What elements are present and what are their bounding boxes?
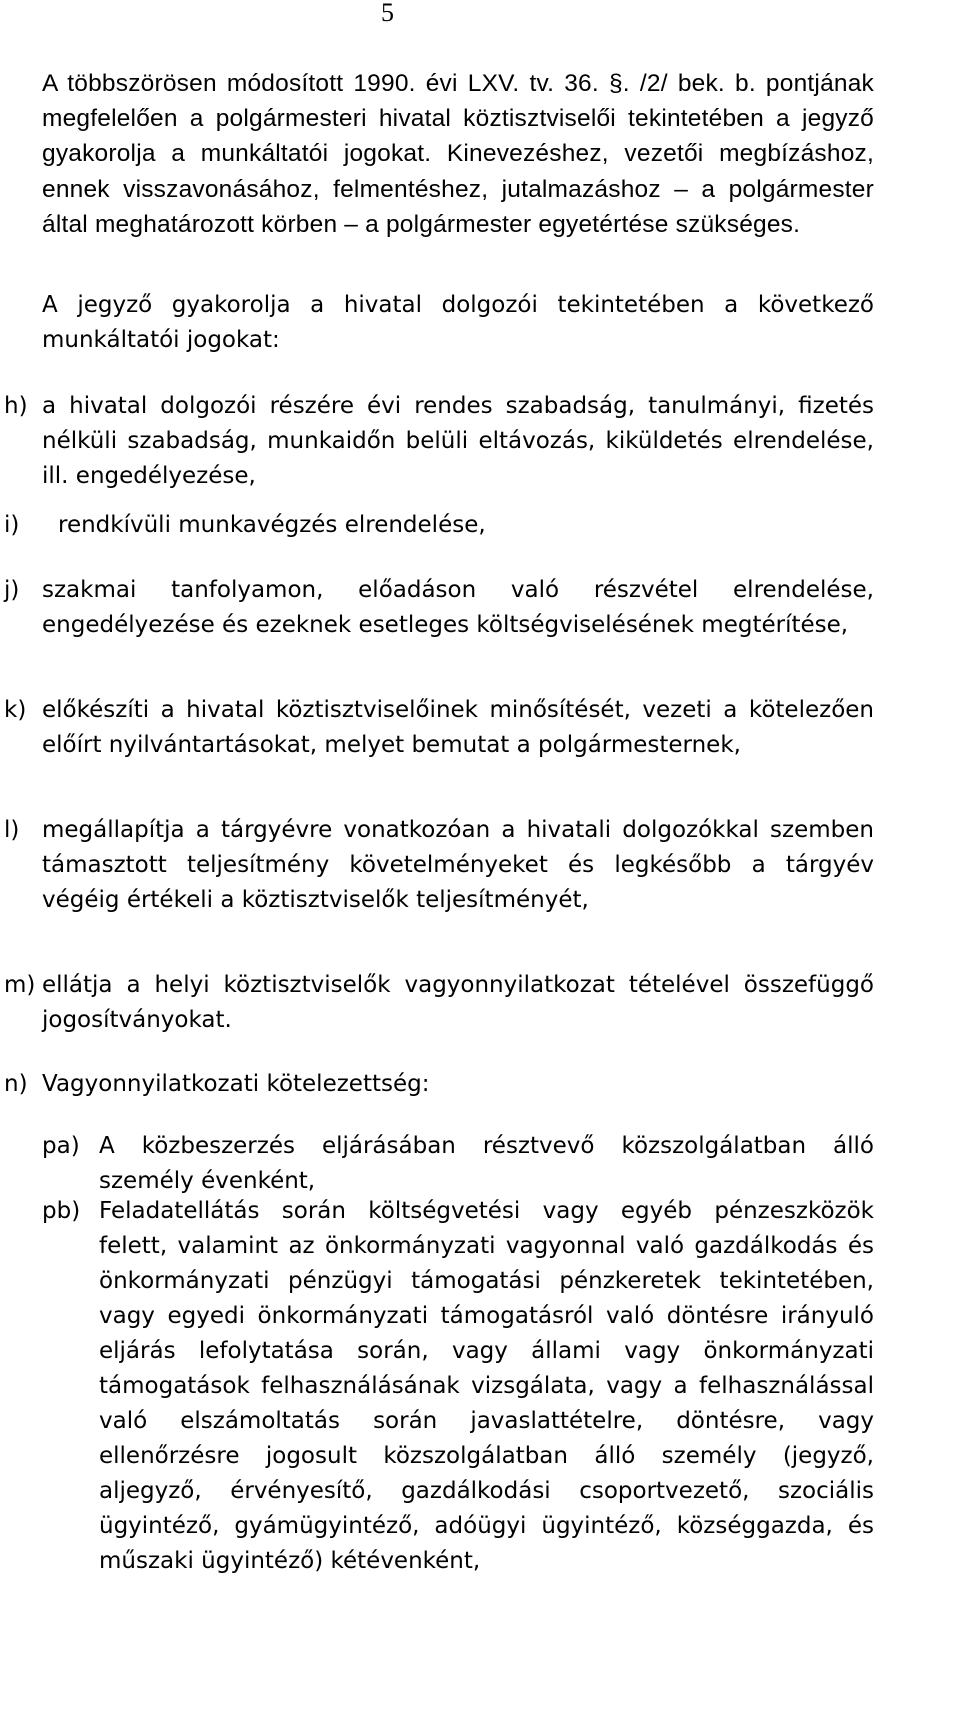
list-item-l (4, 813, 874, 918)
list-item-i (4, 508, 874, 543)
list-item-text: szakmai tanfolyamon, előadáson való részvétel elrendelése, engedélyezése és ezeknek esetleges költségviselésének megtérítése, (42, 577, 874, 638)
list-item-label: j) (4, 577, 20, 603)
sub-item-pa (42, 1129, 874, 1199)
list-item-text: a hivatal dolgozói részére évi rendes szabadság, tanulmányi, fizetés nélküli szabadság, munkaidőn belüli eltávozás, kiküldetés elrendelése, ill. engedélyezése, (42, 393, 874, 489)
list-item-text: megállapítja a tárgyévre vonatkozóan a hivatali dolgozókkal szemben támasztott teljesítmény követelményeket és legkésőbb a tárgyév végéig értékeli a köztisztviselők teljesítményét, (42, 817, 874, 913)
list-item-label: k) (4, 697, 27, 723)
sub-item-text: A közbeszerzés eljárásában résztvevő közszolgálatban álló személy évenként, (99, 1133, 874, 1194)
list-item-m (4, 968, 874, 1038)
page-number: 5 (381, 0, 394, 27)
intro-paragraph: A többszörösen módosított 1990. évi LXV. tv. 36. §. /2/ bek. b. pontjának megfelelően a polgármesteri hivatal köztisztviselői tekintetében a jegyző gyakorolja a munkáltatói jogokat. Kinevezéshez, vezetői megbízáshoz, ennek visszavonásához, felmentéshez, jutalmazáshoz – a polgármester által meghatározott körben – a polgármester egyetértése szükséges. (42, 70, 874, 238)
list-item-label: l) (4, 817, 20, 843)
sub-item-label: pa) (42, 1133, 80, 1159)
list-item-h (4, 389, 874, 494)
sub-item-label: pb) (42, 1198, 81, 1224)
sub-item-text: Feladatellátás során költségvetési vagy egyéb pénzeszközök felett, valamint az önkormányzati vagyonnal való gazdálkodás és önkormányzati pénzügyi támogatási pénzkeretek tekintetében, vagy egyedi önkormányzati támogatásról való döntésre irányuló eljárás lefolytatása során, vagy állami vagy önkormányzati támogatások felhasználásának vizsgálata, vagy a felhasználással való elszámoltatás során javaslattételre, döntésre, vagy ellenőrzésre jogosult közszolgálatban álló személy (jegyző, aljegyző, érvényesítő, gazdálkodási csoportvezető, szociális ügyintéző, gyámügyintéző, adóügyi ügyintéző, községgazda, és műszaki ügyintéző) kétévenként, (99, 1198, 874, 1574)
list-item-text: előkészíti a hivatal köztisztviselőinek minősítését, vezeti a kötelezően előírt nyilvántartásokat, melyet bemutat a polgármesternek, (42, 697, 874, 758)
lead-paragraph: A jegyző gyakorolja a hivatal dolgozói tekintetében a következő munkáltatói jogokat: (42, 292, 874, 353)
sub-item-pb (42, 1194, 874, 1579)
list-item-j (4, 573, 874, 643)
list-item-label: i) (4, 512, 20, 538)
list-item-text: ellátja a helyi köztisztviselők vagyonnyilatkozat tételével összefüggő jogosítványokat. (42, 972, 874, 1033)
list-item-k (4, 693, 874, 763)
list-item-label: n) (4, 1071, 28, 1097)
list-item-text: Vagyonnyilatkozati kötelezettség: (42, 1071, 430, 1097)
list-item-label: h) (4, 393, 28, 419)
list-item-label: m) (4, 972, 36, 998)
list-item-text: rendkívüli munkavégzés elrendelése, (58, 512, 486, 538)
list-item-n (4, 1067, 874, 1102)
